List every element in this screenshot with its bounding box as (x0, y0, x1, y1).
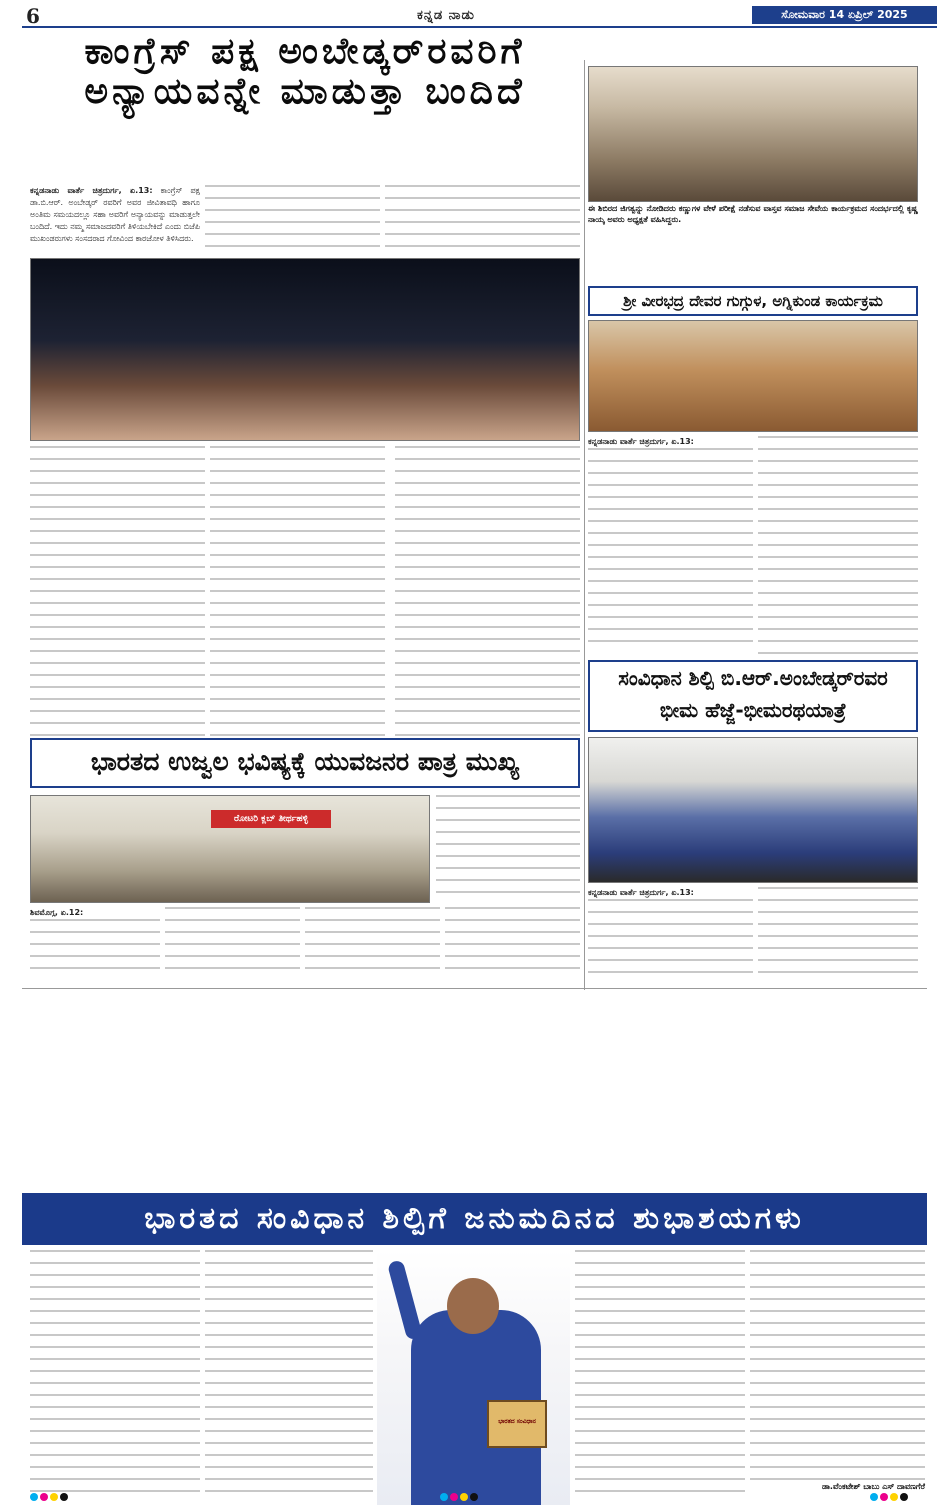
newspaper-name: ಕನ್ನಡ ನಾಡು (417, 8, 475, 23)
main-story-photo (30, 258, 580, 441)
bheema-yatre-title-line-2: ಭೀಮ ಹೆಜ್ಜೆ-ಭೀಮರಥಯಾತ್ರೆ (659, 698, 847, 722)
youth-story-column-1 (30, 907, 160, 977)
column-rule (584, 60, 585, 990)
birthday-greeting-banner: ಭಾರತದ ಸಂವಿಧಾನ ಶಿಲ್ಪಿಗೆ ಜನುಮದಿನದ ಶುಭಾಶಯಗಳು (22, 1193, 927, 1245)
registration-dots-left (30, 1493, 68, 1503)
main-story-lead (30, 185, 200, 255)
main-story-column-4 (30, 446, 205, 736)
masthead (22, 6, 937, 28)
youth-story-side-column (436, 795, 580, 903)
bheema-yatre-title (588, 660, 918, 732)
youth-dateline: ಶಿವಮೊಗ್ಗ, ಏ.12: (30, 908, 84, 917)
bheema-yatre-column-1 (588, 887, 753, 982)
feature-signoff: ಡಾ.ವೆಂಕಟೇಶ್ ಬಾಬು ಎಸ್ ದಾವಣಗೆರೆ (822, 1482, 925, 1491)
main-story-column-3 (385, 185, 580, 255)
veerabhadra-column-2 (758, 436, 918, 656)
feature-column-2 (205, 1250, 373, 1495)
main-story-column-5 (210, 446, 385, 736)
youth-story-column-4 (445, 907, 580, 977)
veerabhadra-title: ಶ್ರೀ ವೀರಭದ್ರ ದೇವರ ಗುಗ್ಗುಳ, ಅಗ್ನಿಕುಂಡ ಕಾರ್ಯಕ್ರಮ (588, 286, 918, 316)
youth-event-photo (30, 795, 430, 903)
ambedkar-portrait (377, 1250, 570, 1505)
bheema-yatre-title-line-1: ಸಂವಿಧಾನ ಶಿಲ್ಪಿ ಬಿ.ಆರ್.ಅಂಬೇಡ್ಕರ್‌ರವರ (618, 666, 888, 690)
main-story-lead-text: ಕಾಂಗ್ರೆಸ್ ಪಕ್ಷ ಡಾ.ಬಿ.ಆರ್. ಅಂಬೇಡ್ಕರ್ ರವರಿಗೆ ಅವರ ಜೀವಿತಾವಧಿ ಹಾಗೂ ಅಂತಿಮ ಸಮಯದಲ್ಲೂ ಸಹಾ ಅವರಿಗೆ ಅನ್ಯಾಯವನ್ನು ಮಾಡುತ್ತಲೇ ಬಂದಿದೆ. ಇದು ನಮ್ಮ ಸಮಾಜದವರಿಗೆ ತಿಳಿಯಬೇಕಿದೆ ಎಂದು ಬಿಜೆಪಿ ಮುಖಂಡರುಗಳು ಸಂಸದರಾದ ಗೋವಿಂದ ಕಾರಜೋಳ ತಿಳಿಸಿದರು. (30, 186, 200, 243)
veerabhadra-column-1 (588, 436, 753, 656)
main-story-column-6 (395, 446, 580, 736)
feature-column-3 (575, 1250, 745, 1495)
youth-story-column-2 (165, 907, 300, 977)
youth-story-column-3 (305, 907, 440, 977)
bheema-yatre-column-2 (758, 887, 918, 982)
main-story-dateline: ಕನ್ನಡನಾಡು ವಾರ್ತೆ ಚಿತ್ರದುರ್ಗ, ಏ.13: (30, 186, 153, 195)
veerabhadra-photo (588, 320, 918, 432)
eye-camp-caption: ಈ ಶಿಬಿರದ ಜಿಗತ್ವನ್ನು ನೋಡಿದರು ಕಣ್ಣುಗಳ ವೇಳೆ ಪರೀಕ್ಷೆ ನಡೆಸುವ ವಾಸ್ತವ ಸಮಾಜ ಸೇವೆಯ ಕಾರ್ಯಕ್ರಮದ ಸಂದರ್ಭದಲ್ಲಿ ಕೃಷ್ಣ ನಾಯ್ಕ ಅವರು ಅಧ್ಯಕ್ಷತೆ ವಹಿಸಿದ್ದರು. (588, 204, 918, 224)
book-label: ಭಾರತದ ಸಂವಿಧಾನ (498, 1418, 536, 1425)
feature-column-4 (750, 1250, 925, 1482)
bheema-yatre-photo (588, 737, 918, 883)
bheema-yatre-dateline: ಕನ್ನಡನಾಡು ವಾರ್ತೆ ಚಿತ್ರದುರ್ಗ, ಏ.13: (588, 888, 694, 897)
eye-camp-photo (588, 66, 918, 202)
issue-date: ಸೋಮವಾರ 14 ಏಪ್ರಿಲ್ 2025 (752, 6, 937, 24)
registration-dots-center (440, 1493, 478, 1503)
stage-banner: ರೋಟರಿ ಕ್ಲಬ್ ತೀರ್ಥಹಳ್ಳಿ (211, 810, 331, 828)
feature-column-1 (30, 1250, 200, 1495)
registration-dots-right (870, 1493, 908, 1503)
main-headline: ಕಾಂಗ್ರೆಸ್ ಪಕ್ಷ ಅಂಬೇಡ್ಕರ್‌ರವರಿಗೆ ಅನ್ಯಾಯವನ್ನೇ ಮಾಡುತ್ತಾ ಬಂದಿದೆ (84, 31, 526, 112)
section-rule (22, 988, 927, 989)
main-story-column-2 (205, 185, 380, 255)
page-number: 6 (26, 4, 40, 28)
youth-headline: ಭಾರತದ ಉಜ್ವಲ ಭವಿಷ್ಯಕ್ಕೆ ಯುವಜನರ ಪಾತ್ರ ಮುಖ್ಯ (30, 738, 580, 788)
veerabhadra-dateline: ಕನ್ನಡನಾಡು ವಾರ್ತೆ ಚಿತ್ರದುರ್ಗ, ಏ.13: (588, 437, 694, 446)
constitution-book (487, 1400, 547, 1448)
